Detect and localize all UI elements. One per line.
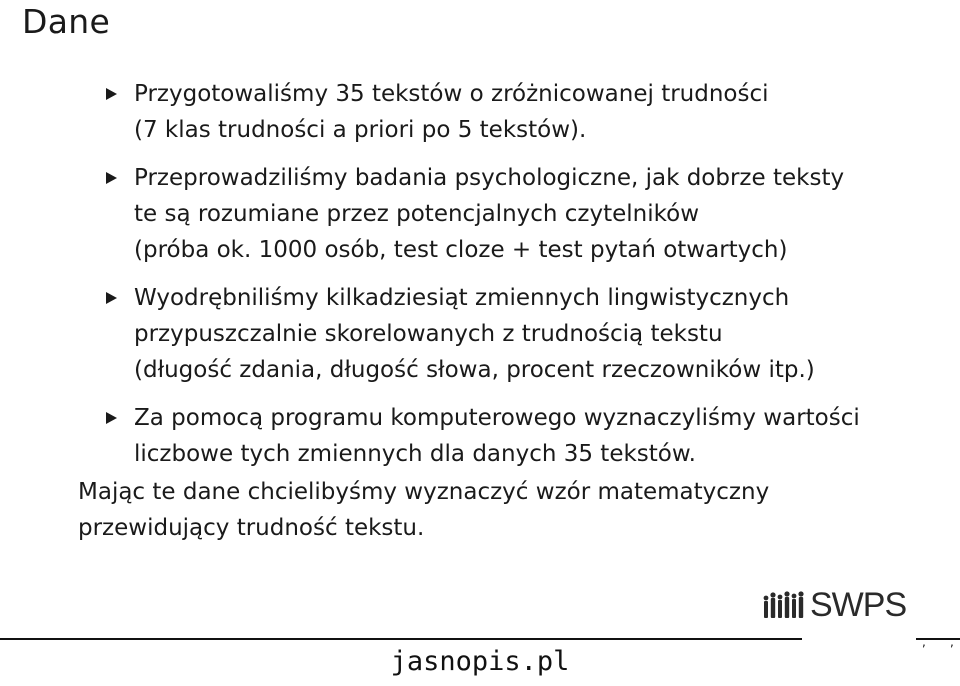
bullet-item: [96, 76, 936, 148]
bullet-line: (7 klas trudności a priori po 5 tekstów).: [134, 117, 587, 143]
bullet-line: (długość zdania, długość słowa, procent rzeczowników itp.): [134, 357, 815, 383]
slide-title: Dane: [22, 2, 111, 41]
summary-paragraph: [78, 474, 938, 546]
bullet-line: Wyodrębniliśmy kilkadziesiąt zmiennych lingwistycznych: [134, 285, 790, 311]
summary-line: przewidujący trudność tekstu.: [78, 515, 425, 541]
bullet-line: Za pomocą programu komputerowego wyznaczyliśmy wartości: [134, 405, 860, 431]
people-silhouettes-icon: [762, 586, 810, 626]
bullet-line: Przeprowadziliśmy badania psychologiczne, jak dobrze teksty: [134, 165, 845, 191]
footer-divider: [0, 638, 802, 640]
footer-site-name: jasnopis.pl: [390, 646, 570, 677]
bullet-triangle-icon: [106, 412, 117, 424]
footer-tick: ,: [922, 635, 926, 649]
bullet-triangle-icon: [106, 88, 117, 100]
bullet-list: [96, 76, 936, 484]
bullet-line: liczbowe tych zmiennych dla danych 35 tekstów.: [134, 441, 696, 467]
bullet-line: przypuszczalnie skorelowanych z trudnością tekstu: [134, 321, 723, 347]
footer-tick: ,: [950, 635, 954, 649]
bullet-item: [96, 280, 936, 388]
bullet-line: (próba ok. 1000 osób, test cloze + test pytań otwartych): [134, 237, 788, 263]
bullet-line: Przygotowaliśmy 35 tekstów o zróżnicowanej trudności: [134, 81, 769, 107]
summary-line: Mając te dane chcielibyśmy wyznaczyć wzór matematyczny: [78, 479, 770, 505]
logo-text: SWPS: [810, 586, 907, 624]
bullet-triangle-icon: [106, 292, 117, 304]
bullet-item: [96, 400, 936, 472]
bullet-triangle-icon: [106, 172, 117, 184]
bullet-line: te są rozumiane przez potencjalnych czytelników: [134, 201, 700, 227]
bullet-item: [96, 160, 936, 268]
swps-logo: [762, 586, 912, 626]
